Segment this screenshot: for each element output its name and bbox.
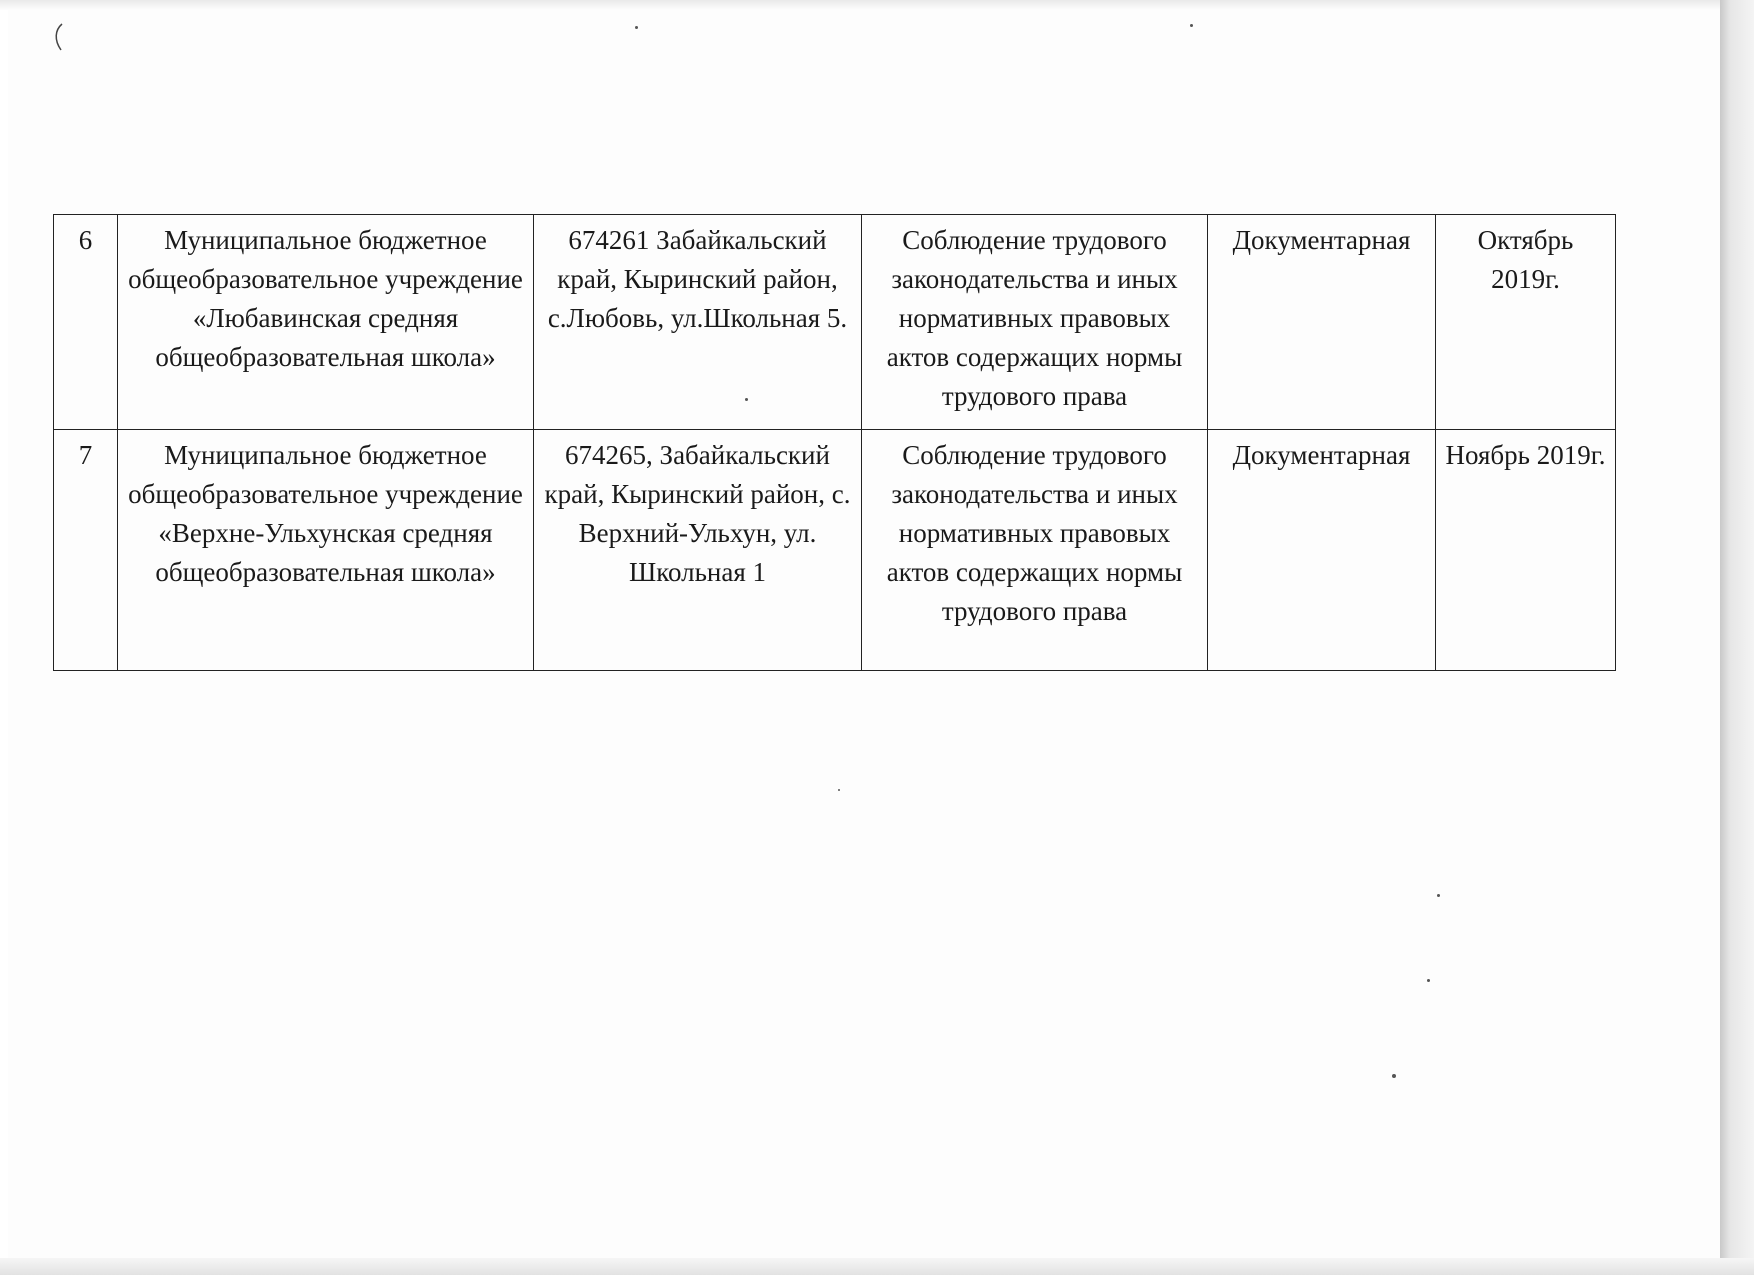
scan-speck: [838, 789, 840, 791]
inspection-schedule-table: [53, 214, 1616, 671]
address-cell: 674261 Забайкальский край, Кыринский район, с.Любовь, ул.Школьная 5.: [534, 215, 862, 430]
scan-edge-right: [1720, 0, 1754, 1275]
scan-speck: [1437, 894, 1440, 897]
table-row: [54, 430, 1616, 671]
row-number-cell: 6: [54, 215, 118, 430]
scan-speck: [635, 26, 638, 29]
table-row: [54, 215, 1616, 430]
row-number-cell: 7: [54, 430, 118, 671]
corner-scan-mark: [52, 22, 66, 52]
organization-cell: Муниципальное бюджетное общеобразовательное учреждение «Верхне-Ульхунская средняя общеобразовательная школа»: [118, 430, 534, 671]
inspection-type-cell: Документарная: [1208, 215, 1436, 430]
inspection-period-cell: Ноябрь 2019г.: [1436, 430, 1616, 671]
scan-speck: [1190, 24, 1193, 27]
inspection-type-cell: Документарная: [1208, 430, 1436, 671]
scan-speck: [1392, 1074, 1396, 1078]
organization-cell: Муниципальное бюджетное общеобразовательное учреждение «Любавинская средняя общеобразовательная школа»: [118, 215, 534, 430]
inspection-subject-cell: Соблюдение трудового законодательства и иных нормативных правовых актов содержащих нормы трудового права: [862, 215, 1208, 430]
address-cell: 674265, Забайкальский край, Кыринский район, с. Верхний-Ульхун, ул. Школьная 1: [534, 430, 862, 671]
scan-edge-bottom: [0, 1258, 1754, 1275]
scan-speck: [1427, 979, 1430, 982]
inspection-subject-cell: Соблюдение трудового законодательства и иных нормативных правовых актов содержащих нормы трудового права: [862, 430, 1208, 671]
scan-edge-top: [0, 0, 1754, 10]
inspection-period-cell: Октябрь 2019г.: [1436, 215, 1616, 430]
